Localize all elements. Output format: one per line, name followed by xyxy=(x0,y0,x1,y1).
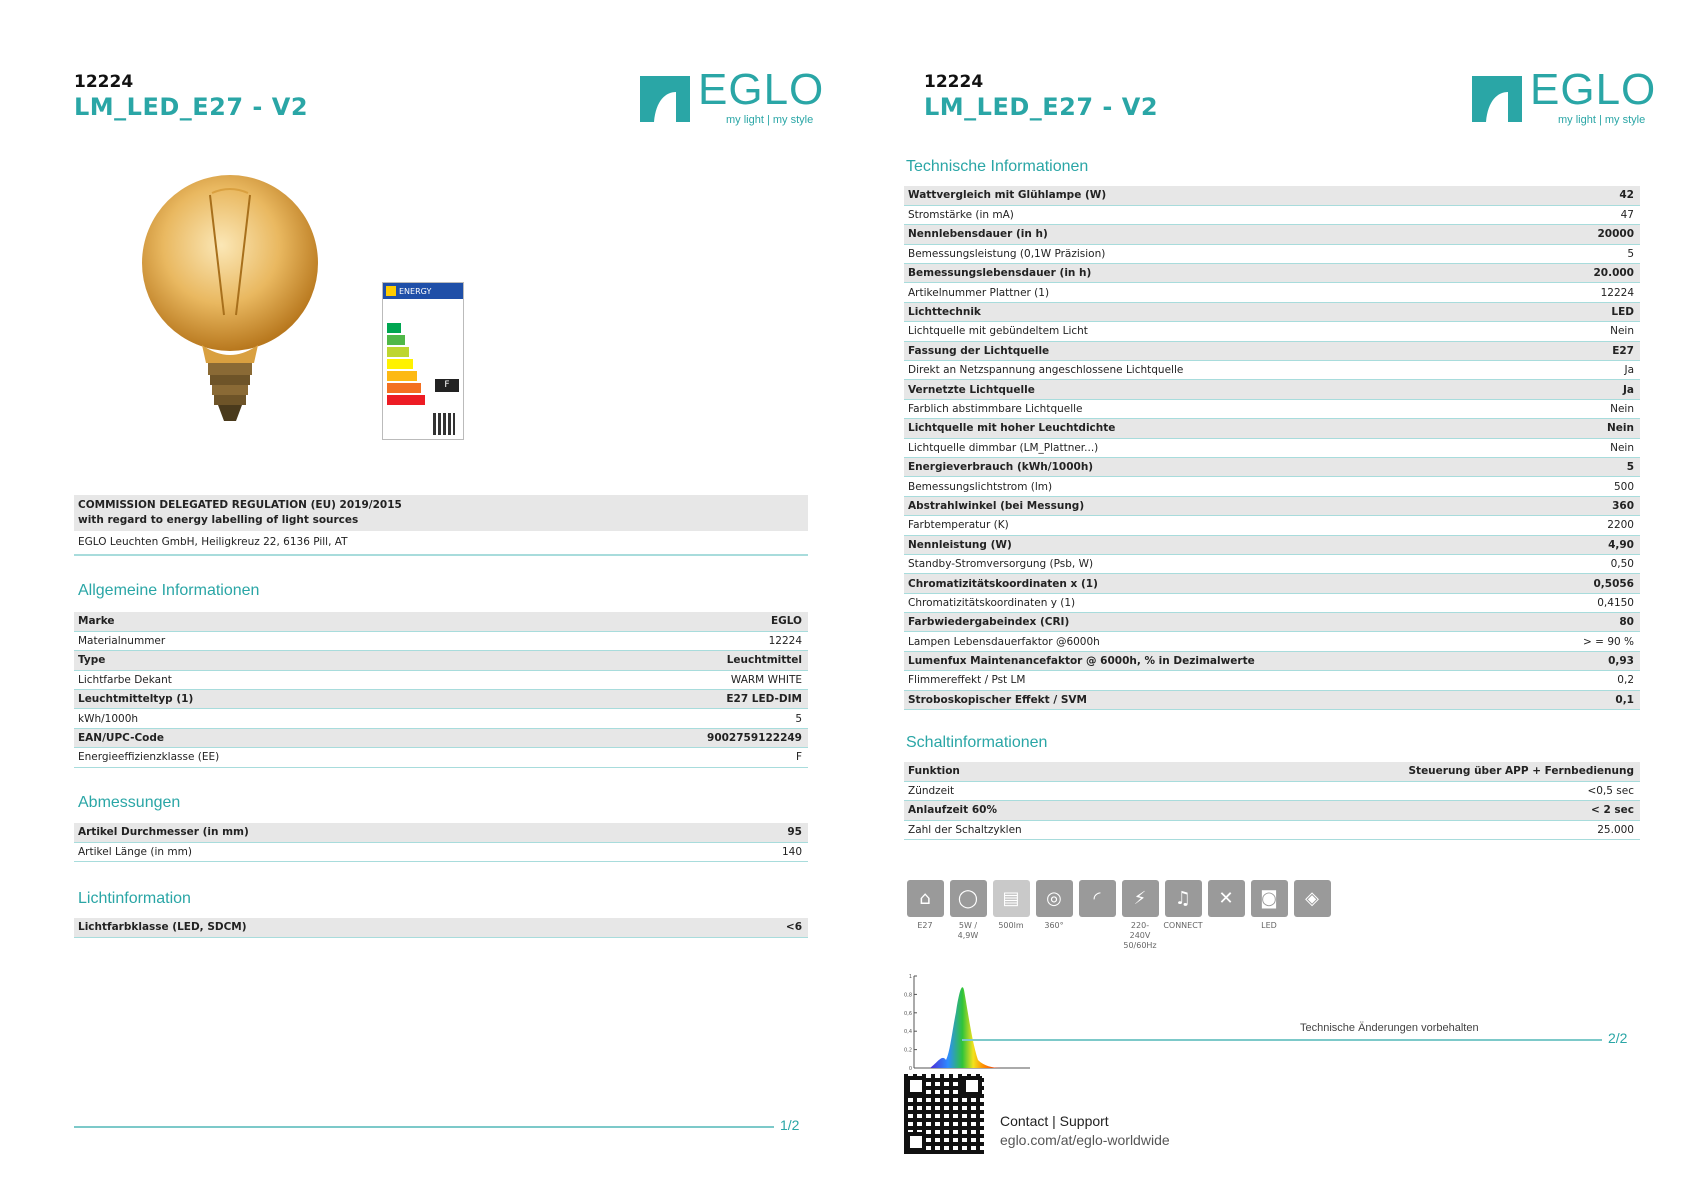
article-number-2: 12224 xyxy=(924,72,984,92)
section-title-technical: Technische Informationen xyxy=(906,158,1089,175)
row-label: Standby-Stromversorgung (Psb, W) xyxy=(908,558,1094,571)
section-title-switching: Schaltinformationen xyxy=(906,734,1048,751)
row-value: Nein xyxy=(1610,441,1634,454)
row-value: 12224 xyxy=(768,635,802,648)
row-label: Direkt an Netzspannung angeschlossene Lichtquelle xyxy=(908,364,1184,377)
row-value: 25.000 xyxy=(1597,823,1634,836)
row-label: EAN/UPC-Code xyxy=(78,732,165,745)
bulb-icon: ◯ xyxy=(950,880,987,917)
row-value: 9002759122249 xyxy=(707,732,802,745)
row-label: Marke xyxy=(78,615,115,628)
row-value: 0,1 xyxy=(1615,693,1634,706)
row-label: Funktion xyxy=(908,765,960,778)
table-row xyxy=(904,762,1640,781)
table-row xyxy=(74,709,808,728)
feature-icon-label: 220-240V 50/60Hz xyxy=(1123,921,1157,950)
row-value: 0,93 xyxy=(1608,655,1634,668)
table-row xyxy=(904,361,1640,380)
row-label: Nennlebensdauer (in h) xyxy=(908,228,1048,241)
table-row xyxy=(904,225,1640,244)
row-value: <0,5 sec xyxy=(1587,785,1634,798)
energy-label-title: ENERGY xyxy=(399,286,432,296)
feature-icon-cell xyxy=(992,880,1030,951)
table-row xyxy=(904,554,1640,573)
feature-icon-cell xyxy=(1121,880,1159,951)
spectrum-y-ticks xyxy=(904,974,917,1072)
product-bulb-image xyxy=(132,165,332,440)
row-value: 0,4150 xyxy=(1597,596,1634,609)
feature-icon-cell xyxy=(1293,880,1331,951)
qr-code-icon[interactable] xyxy=(904,1074,984,1154)
eglo-logo xyxy=(636,65,825,130)
base-icon: ⌂ xyxy=(907,880,944,917)
eglo-logo-mark xyxy=(636,70,694,128)
section-title-dimensions: Abmessungen xyxy=(78,794,181,811)
power-icon: ⚡ xyxy=(1122,880,1159,917)
feature-icon-row xyxy=(906,880,1331,951)
table-row xyxy=(904,801,1640,820)
footer-line-1 xyxy=(74,1126,774,1128)
table-row xyxy=(904,593,1640,612)
row-label: Chromatizitätskoordinaten y (1) xyxy=(908,596,1076,609)
row-label: Energieeffizienzklasse (EE) xyxy=(78,751,220,764)
table-row xyxy=(904,399,1640,418)
row-label: Lichtfarbklasse (LED, SDCM) xyxy=(78,921,247,934)
spectrum-curve xyxy=(930,987,1002,1068)
table-row xyxy=(904,632,1640,651)
row-value: < 2 sec xyxy=(1590,804,1634,817)
table-row xyxy=(904,613,1640,632)
feature-icon-label: CONNECT xyxy=(1163,921,1203,930)
row-value: 80 xyxy=(1619,616,1634,629)
table-row xyxy=(904,264,1640,283)
contact-block xyxy=(1000,1112,1170,1150)
row-value: > = 90 % xyxy=(1583,635,1634,648)
row-value: WARM WHITE xyxy=(730,673,802,686)
table-row xyxy=(904,205,1640,224)
row-value: Nein xyxy=(1607,422,1634,435)
row-label: Chromatizitätskoordinaten x (1) xyxy=(908,577,1098,590)
spectrum-y-tick-label: 0,6 xyxy=(904,1010,912,1017)
spectrum-y-tick-label: 0,4 xyxy=(904,1029,912,1036)
no-dim-icon: ✕ xyxy=(1208,880,1245,917)
row-value: 5 xyxy=(1627,247,1634,260)
row-label: kWh/1000h xyxy=(78,712,139,725)
row-value: 5 xyxy=(1626,461,1634,474)
feature-icon-label: 360° xyxy=(1044,921,1064,930)
row-value: 2200 xyxy=(1607,519,1634,532)
feature-icon-cell xyxy=(1035,880,1073,951)
row-label: Bemessungslichtstrom (lm) xyxy=(908,480,1053,493)
section-title-light: Lichtinformation xyxy=(78,890,191,907)
feature-icon-cell xyxy=(1164,880,1202,951)
feature-icon-label: LED xyxy=(1261,921,1277,930)
spectrum-y-tick-label: 1 xyxy=(908,974,912,980)
table-row xyxy=(904,380,1640,399)
table-row xyxy=(904,186,1640,205)
table-row xyxy=(904,419,1640,438)
row-label: Vernetzte Lichtquelle xyxy=(908,383,1035,396)
table-row xyxy=(74,823,808,842)
row-value: 20.000 xyxy=(1593,267,1634,280)
row-label: Farbwiedergabeindex (CRI) xyxy=(908,616,1070,629)
row-label: Stroboskopischer Effekt / SVM xyxy=(908,693,1087,706)
regulation-line-2: with regard to energy labelling of light sources xyxy=(78,514,359,526)
row-value: 140 xyxy=(781,846,802,859)
color-temp-icon: ◜ xyxy=(1079,880,1116,917)
row-value: 4,90 xyxy=(1608,538,1634,551)
dimensions-table xyxy=(74,823,808,862)
table-row xyxy=(904,302,1640,321)
row-label: Lumenfux Maintenancefaktor @ 6000h, % in Dezimalwerte xyxy=(908,655,1255,668)
row-value: Nein xyxy=(1610,325,1634,338)
row-value: F xyxy=(795,751,802,764)
spectrum-y-tick-label: 0,8 xyxy=(904,992,912,999)
row-label: Energieverbrauch (kWh/1000h) xyxy=(908,461,1094,474)
table-row xyxy=(904,438,1640,457)
row-value: Ja xyxy=(1623,383,1634,396)
page-number-2: 2/2 xyxy=(1608,1030,1628,1046)
eu-flag-icon xyxy=(386,286,396,296)
brand-tagline-2: my light | my style xyxy=(1558,114,1646,126)
row-value: 0,2 xyxy=(1617,674,1634,687)
feature-icon-cell xyxy=(949,880,987,951)
eglo-logo-mark-2 xyxy=(1468,70,1526,128)
row-value: 42 xyxy=(1619,189,1634,202)
spectrum-y-tick-label: 0,2 xyxy=(904,1047,912,1054)
page-number-1: 1/2 xyxy=(780,1117,800,1133)
regulation-address: EGLO Leuchten GmbH, Heiligkreuz 22, 6136 Pill, AT xyxy=(78,536,348,548)
row-label: Materialnummer xyxy=(78,635,166,648)
table-row xyxy=(74,631,808,650)
remote-icon: ◙ xyxy=(1251,880,1288,917)
table-row xyxy=(904,341,1640,360)
table-row xyxy=(904,781,1640,800)
row-label: Lichtquelle mit gebündeltem Licht xyxy=(908,325,1088,338)
article-name: LM_LED_E27 - V2 xyxy=(74,93,309,121)
row-label: Farbtemperatur (K) xyxy=(908,519,1009,532)
row-label: Anlaufzeit 60% xyxy=(908,804,997,817)
table-row xyxy=(74,842,808,861)
spectrum-y-tick-label: 0 xyxy=(908,1066,912,1072)
table-row xyxy=(74,651,808,670)
switching-info-table xyxy=(904,762,1640,840)
row-value: 5 xyxy=(795,712,802,725)
row-label: Artikel Länge (in mm) xyxy=(78,846,192,859)
table-row xyxy=(904,690,1640,709)
beam-angle-icon: ◎ xyxy=(1036,880,1073,917)
table-row xyxy=(904,651,1640,670)
footer-line-2 xyxy=(962,1039,1602,1041)
energy-scale xyxy=(387,323,425,405)
article-name-2: LM_LED_E27 - V2 xyxy=(924,93,1159,121)
row-value: E27 xyxy=(1612,344,1634,357)
row-label: Zündzeit xyxy=(908,785,955,798)
row-label: Farblich abstimmbare Lichtquelle xyxy=(908,402,1083,415)
table-row xyxy=(904,516,1640,535)
energy-label-qr-icon xyxy=(433,413,455,435)
row-label: Zahl der Schaltzyklen xyxy=(908,823,1022,836)
row-label: Lichtfarbe Dekant xyxy=(78,673,172,686)
regulation-line-1: COMMISSION DELEGATED REGULATION (EU) 2019/2015 xyxy=(78,499,402,511)
feature-icon-cell xyxy=(1250,880,1288,951)
spectrum-chart xyxy=(902,972,1032,1072)
table-row xyxy=(904,496,1640,515)
row-label: Lichtquelle mit hoher Leuchtdichte xyxy=(908,422,1116,435)
page-2 xyxy=(850,0,1699,1200)
row-value: 20000 xyxy=(1597,228,1634,241)
row-label: Artikel Durchmesser (in mm) xyxy=(78,826,249,839)
general-info-table xyxy=(74,612,808,768)
table-row xyxy=(74,670,808,689)
row-value: EGLO xyxy=(770,615,802,628)
row-label: Lampen Lebensdauerfaktor @6000h xyxy=(908,635,1100,648)
table-row xyxy=(904,322,1640,341)
table-row xyxy=(904,477,1640,496)
table-row xyxy=(904,244,1640,263)
row-label: Flimmereffekt / Pst LM xyxy=(908,674,1026,687)
energy-label-header xyxy=(383,283,463,299)
regulation-shaded xyxy=(74,495,808,531)
table-row xyxy=(74,748,808,767)
table-row xyxy=(74,690,808,709)
article-number: 12224 xyxy=(74,72,134,92)
row-label: Type xyxy=(78,654,106,667)
row-label: Nennleistung (W) xyxy=(908,538,1012,551)
row-label: Abstrahlwinkel (bei Messung) xyxy=(908,499,1085,512)
feature-icon-cell xyxy=(906,880,944,951)
table-row xyxy=(904,671,1640,690)
brand-wordmark-2: EGLO xyxy=(1530,65,1657,114)
row-value: 0,50 xyxy=(1610,558,1634,571)
row-value: 47 xyxy=(1620,209,1634,222)
row-value: <6 xyxy=(785,921,802,934)
dimmable-icon: ♫ xyxy=(1165,880,1202,917)
light-info-table xyxy=(74,918,808,938)
row-value: 500 xyxy=(1613,480,1634,493)
row-label: Leuchtmitteltyp (1) xyxy=(78,693,194,706)
lumen-icon: ▤ xyxy=(993,880,1030,917)
row-label: Lichttechnik xyxy=(908,306,981,319)
table-row xyxy=(904,820,1640,839)
contact-title: Contact | Support xyxy=(1000,1113,1109,1129)
row-label: Bemessungsleistung (0,1W Präzision) xyxy=(908,247,1106,260)
row-label: Stromstärke (in mA) xyxy=(908,209,1014,222)
row-value: Leuchtmittel xyxy=(726,654,802,667)
row-value: 12224 xyxy=(1600,286,1634,299)
technical-info-table xyxy=(904,186,1640,710)
feature-icon-label: 500lm xyxy=(998,921,1024,930)
row-value: LED xyxy=(1611,306,1634,319)
feature-icon-label: 5W / 4,9W xyxy=(957,921,979,940)
row-value: E27 LED-DIM xyxy=(726,693,802,706)
eglo-logo-2 xyxy=(1468,65,1657,130)
row-value: 0,5056 xyxy=(1593,577,1634,590)
energy-class-arrow: F xyxy=(435,379,459,392)
row-value: Nein xyxy=(1610,402,1634,415)
row-label: Artikelnummer Plattner (1) xyxy=(908,286,1050,299)
row-value: 360 xyxy=(1612,499,1634,512)
feature-icon-cell xyxy=(1078,880,1116,951)
technical-changes-note: Technische Änderungen vorbehalten xyxy=(1300,1022,1479,1034)
row-label: Fassung der Lichtquelle xyxy=(908,344,1050,357)
row-value: Ja xyxy=(1624,364,1634,377)
energy-label xyxy=(382,282,464,440)
regulation-box xyxy=(74,495,808,556)
row-value: Steuerung über APP + Fernbedienung xyxy=(1408,765,1634,778)
table-row xyxy=(74,728,808,747)
table-row xyxy=(74,918,808,937)
row-value: 95 xyxy=(787,826,802,839)
contact-url[interactable]: eglo.com/at/eglo-worldwide xyxy=(1000,1132,1170,1148)
feature-icon-cell xyxy=(1207,880,1245,951)
feature-icon-label: E27 xyxy=(917,921,933,930)
brand-wordmark: EGLO xyxy=(698,65,825,114)
table-row xyxy=(904,283,1640,302)
row-label: Wattvergleich mit Glühlampe (W) xyxy=(908,189,1107,202)
row-label: Bemessungslebensdauer (in h) xyxy=(908,267,1092,280)
app-icon: ◈ xyxy=(1294,880,1331,917)
table-row xyxy=(74,612,808,631)
brand-tagline: my light | my style xyxy=(726,114,814,126)
table-row xyxy=(904,535,1640,554)
table-row xyxy=(904,574,1640,593)
row-label: Lichtquelle dimmbar (LM_Plattner...) xyxy=(908,441,1099,454)
section-title-general: Allgemeine Informationen xyxy=(78,582,260,599)
table-row xyxy=(904,457,1640,476)
